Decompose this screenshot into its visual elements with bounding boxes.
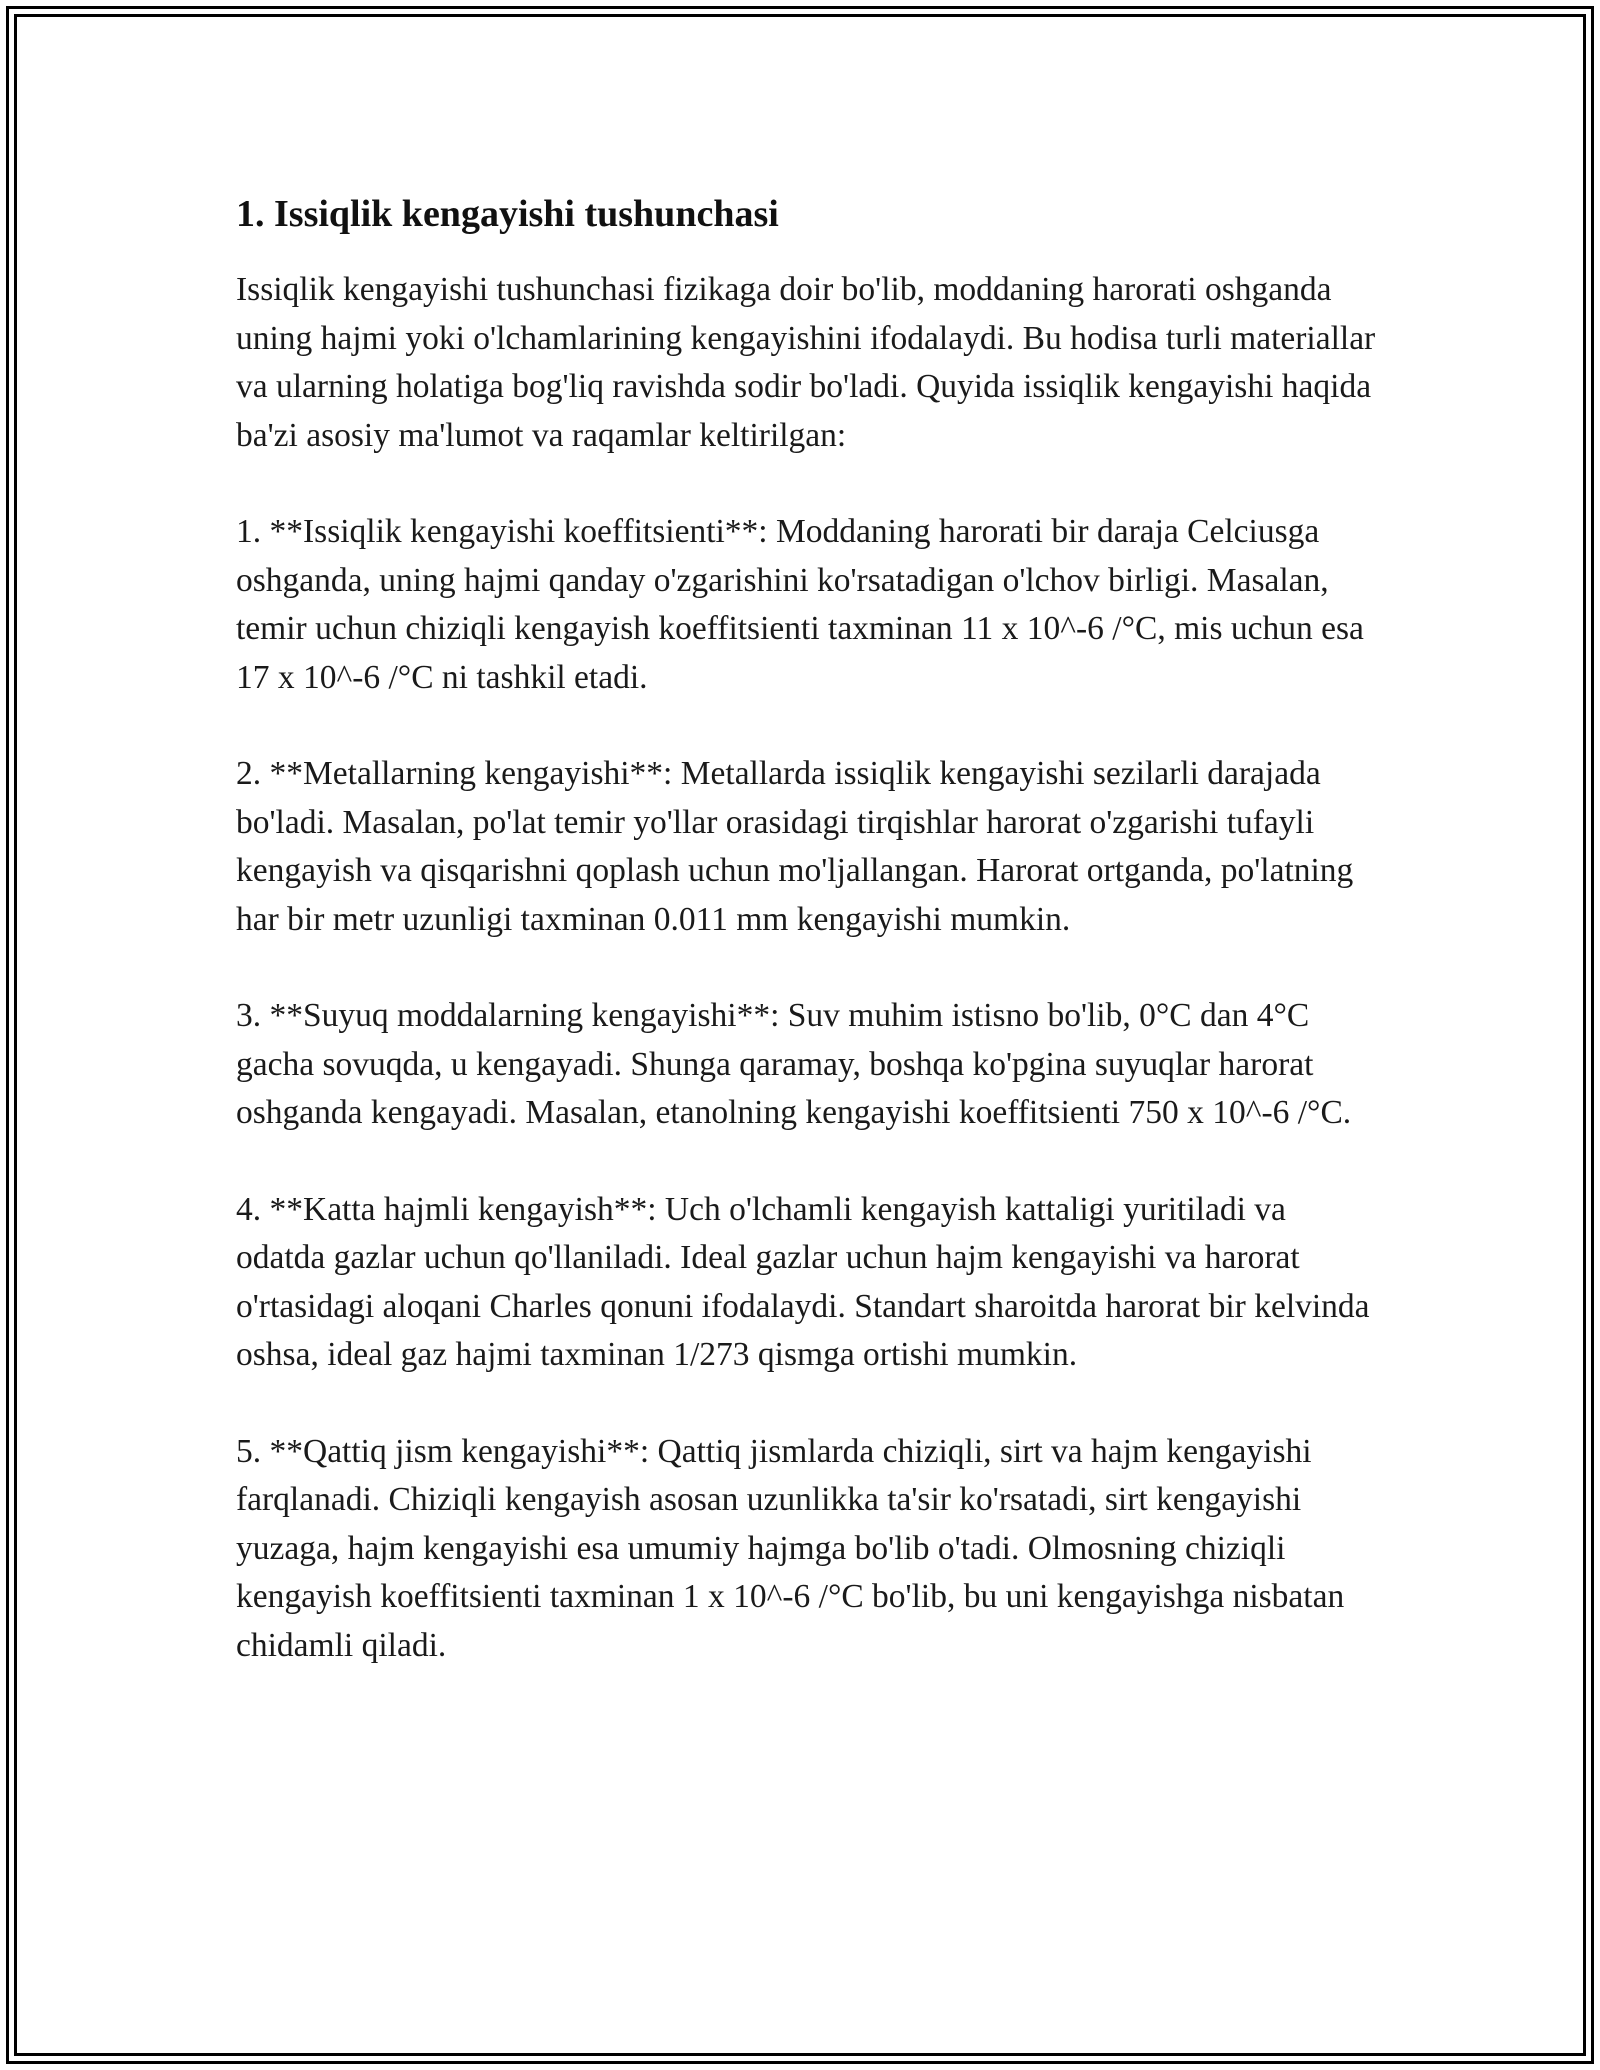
list-item-volume-expansion: 4. **Katta hajmli kengayish**: Uch o'lchamli kengayish kattaligi yuritiladi va odatda gazlar uchun qo'llaniladi. Ideal gazlar uchun hajm kengayishi va harorat o'rtasidagi aloqani Charles qonuni ifodalaydi. Standart sharoitda harorat bir kelvinda oshsa, ideal gaz hajmi taxminan 1/273 qismga ortishi mumkin. xyxy=(236,1190,1370,1373)
list-item-metal-expansion: 2. **Metallarning kengayishi**: Metallarda issiqlik kengayishi sezilarli darajada bo'ladi. Masalan, po'lat temir yo'llar orasidagi tirqishlar harorat o'zgarishi tufayli kengayish va qisqarishni qoplash uchun mo'ljallangan. Harorat ortganda, po'latning har bir metr uzunligi taxminan 0.011 mm kengayishi mumkin. xyxy=(236,755,1354,938)
document-body xyxy=(236,188,1376,1718)
intro-paragraph: Issiqlik kengayishi tushunchasi fizikaga doir bo'lib, moddaning harorati oshganda uning hajmi yoki o'lchamlarining kengayishini ifodalaydi. Bu hodisa turli materiallar va ularning holatiga bog'liq ravishda sodir bo'ladi. Quyida issiqlik kengayishi haqida ba'zi asosiy ma'lumot va raqamlar keltirilgan: xyxy=(236,271,1376,454)
section-heading: 1. Issiqlik kengayishi tushunchasi xyxy=(236,193,779,235)
list-item-liquid-expansion: 3. **Suyuq moddalarning kengayishi**: Suv muhim istisno bo'lib, 0°C dan 4°C gacha sovuqda, u kengayadi. Shunga qaramay, boshqa ko'pgina suyuqlar harorat oshganda kengayadi. Masalan, etanolning kengayishi koeffitsienti 750 x 10^-6 /°C. xyxy=(236,997,1352,1131)
list-item-solid-expansion: 5. **Qattiq jism kengayishi**: Qattiq jismlarda chiziqli, sirt va hajm kengayishi farqlanadi. Chiziqli kengayish asosan uzunlikka ta'sir ko'rsatadi, sirt kengayishi yuzaga, hajm kengayishi esa umumiy hajmga bo'lib o'tadi. Olmosning chiziqli kengayish koeffitsienti taxminan 1 x 10^-6 /°C bo'lib, bu uni kengayishga nisbatan chidamli qiladi. xyxy=(236,1432,1345,1664)
list-item-expansion-coefficient: 1. **Issiqlik kengayishi koeffitsienti**: Moddaning harorati bir daraja Celciusga oshganda, uning hajmi qanday o'zgarishini ko'rsatadigan o'lchov birligi. Masalan, temir uchun chiziqli kengayish koeffitsienti taxminan 11 x 10^-6 /°C, mis uchun esa 17 x 10^-6 /°C ni tashkil etadi. xyxy=(236,513,1364,696)
